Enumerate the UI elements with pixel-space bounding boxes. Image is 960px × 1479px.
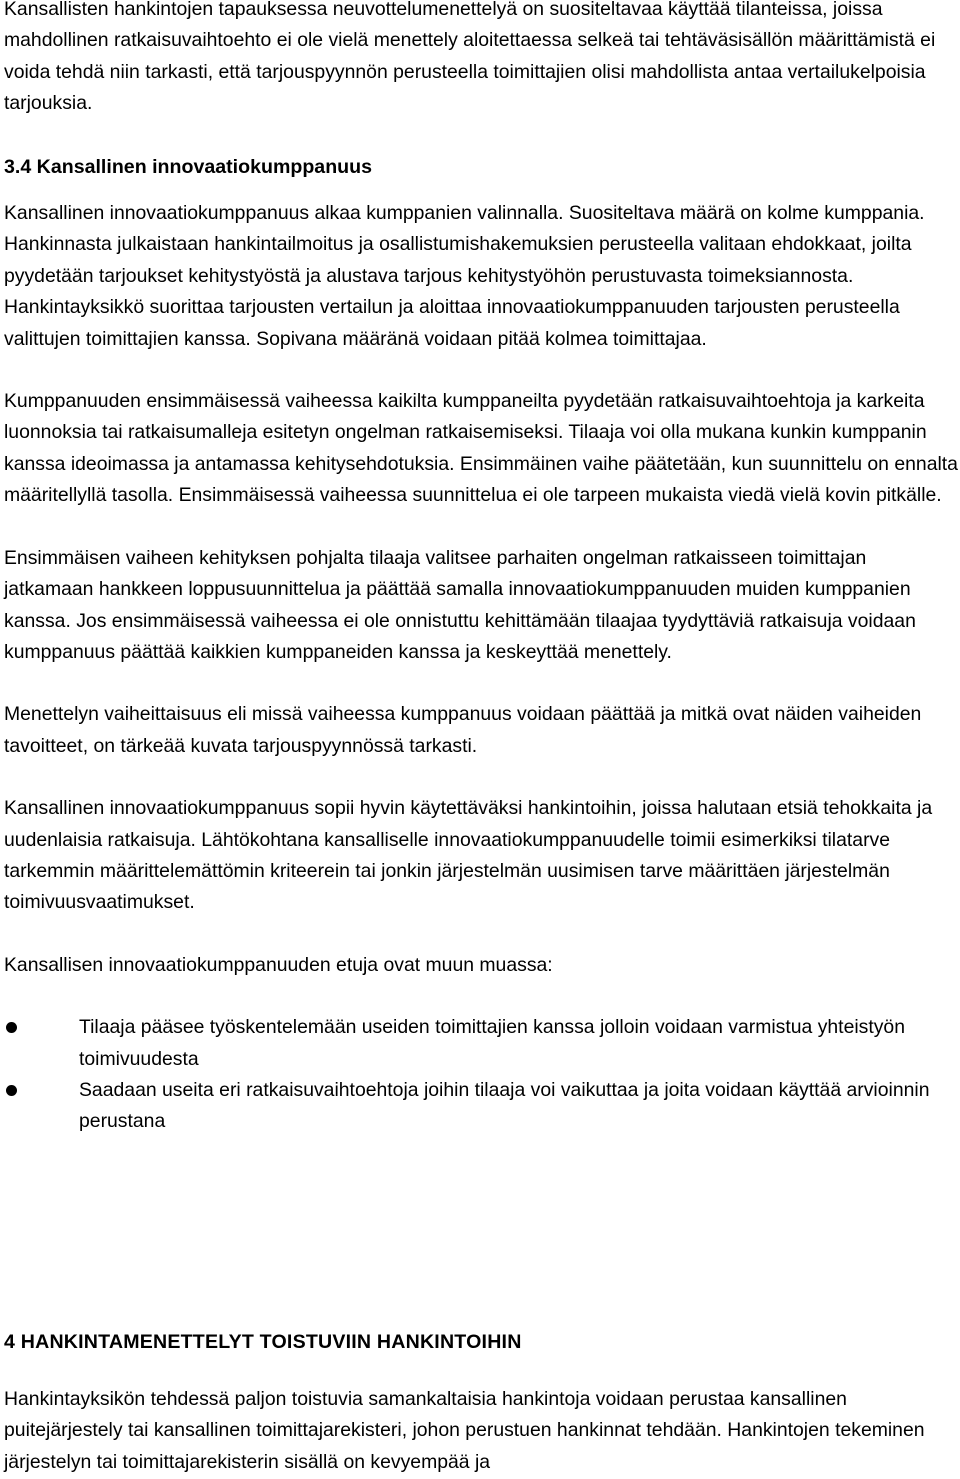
bullet-icon (6, 1022, 17, 1033)
list-item-text: Tilaaja pääsee työskentelemään useiden toimittajien kanssa jolloin voidaan varmistua yhteistyön toimivuudesta (79, 1016, 906, 1070)
paragraph-phase-selection: Ensimmäisen vaiheen kehityksen pohjalta tilaaja valitsee parhaiten ongelman ratkaisseen toimittajan jatkamaan hankkeen loppusuunnittelua ja päättää samalla innovaatiokumppanuuden muiden kumppanien kanssa. Jos ensimmäisessä vaiheessa ei ole onnistuttu kehittämään tilaajaa tyydyttäviä ratkaisuja voidaan kumppanuus päättää kaikkien kumppaneiden kanssa ja keskeyttää menettely. (4, 546, 916, 663)
paragraph-suitability: Kansallinen innovaatiokumppanuus sopii hyvin käytettäväksi hankintoihin, joissa halutaan etsiä tehokkaita ja uudenlaisia ratkaisuja. Lähtökohtana kansalliselle innovaatiokumppanuudelle toimii esimerkiksi tilatarve tarkemmin määrittelemättömin kriteerein tai jonkin järjestelmän uusimisen tarve määrittäen järjestelmän toimivuusvaatimukset. (4, 797, 933, 914)
list-item (4, 1012, 960, 1075)
intro-paragraph: Kansallisten hankintojen tapauksessa neuvottelumenettelyä on suositeltavaa käyttää tilanteissa, joissa mahdollinen ratkaisuvaihtoehto ei ole vielä menettely aloitettaessa selkeä tai tehtäväsisällön määrittämistä ei voida tehdä niin tarkasti, että tarjouspyynnön perusteella toimittajien olisi mahdollista antaa vertailukelpoisia tarjouksia. (4, 0, 936, 115)
list-item-text: Saadaan useita eri ratkaisuvaihtoehtoja joihin tilaaja voi vaikuttaa ja joita voidaan käyttää arvioinnin perustana (79, 1078, 930, 1133)
benefits-list (4, 1012, 960, 1138)
list-item (4, 1075, 960, 1138)
document-page (4, 0, 960, 1473)
bullet-icon (6, 1085, 17, 1096)
paragraph-repeated-procurements: Hankintayksikön tehdessä paljon toistuvia samankaltaisia hankintoja voidaan perustaa kansallinen puitejärjestely tai kansallinen toimittajarekisteri, johon perustuen hankinnat tehdään. Hankintojen tekeminen järjestelyn tai toimittajarekisterin sisällä on kevyempää ja (4, 1388, 925, 1473)
paragraph-phases-description: Menettelyn vaiheittaisuus eli missä vaiheessa kumppanuus voidaan päättää ja mitkä ovat näiden vaiheiden tavoitteet, on tärkeää kuvata tarjouspyynnössä tarkasti. (4, 703, 922, 757)
paragraph-partner-selection: Kansallinen innovaatiokumppanuus alkaa kumppanien valinnalla. Suositeltava määrä on kolme kumppania. Hankinnasta julkaistaan hankintailmoitus ja osallistumishakemuksien perusteella valitaan ehdokkaat, joilta pyydetään tarjoukset kehitystyöstä ja alustava tarjous kehitystyöhön perustuvasta toimeksiannosta. Hankintayksikkö suorittaa tarjousten vertailun ja aloittaa innovaatiokumppanuuden tarjousten perusteella valittujen toimittajien kanssa. Sopivana määränä voidaan pitää kolmea toimittajaa. (4, 202, 925, 350)
paragraph-first-phase: Kumppanuuden ensimmäisessä vaiheessa kaikilta kumppaneilta pyydetään ratkaisuvaihtoehtoja ja karkeita luonnoksia tai ratkaisumalleja esitetyn ongelman ratkaisemiseksi. Tilaaja voi olla mukana kunkin kumppanin kanssa ideoimassa ja antamassa kehitysehdotuksia. Ensimmäinen vaihe päätetään, kun suunnittelu on ennalta määritellyllä tasolla. Ensimmäisessä vaiheessa suunnittelua ei ole tarpeen mukaista viedä vielä kovin pitkälle. (4, 390, 958, 507)
section-heading-3-4: 3.4 Kansallinen innovaatiokumppanuus (4, 155, 373, 178)
paragraph-benefits-intro: Kansallisen innovaatiokumppanuuden etuja ovat muun muassa: (4, 953, 553, 976)
section-heading-4: 4 HANKINTAMENETTELYT TOISTUVIIN HANKINTOIHIN (4, 1331, 522, 1353)
